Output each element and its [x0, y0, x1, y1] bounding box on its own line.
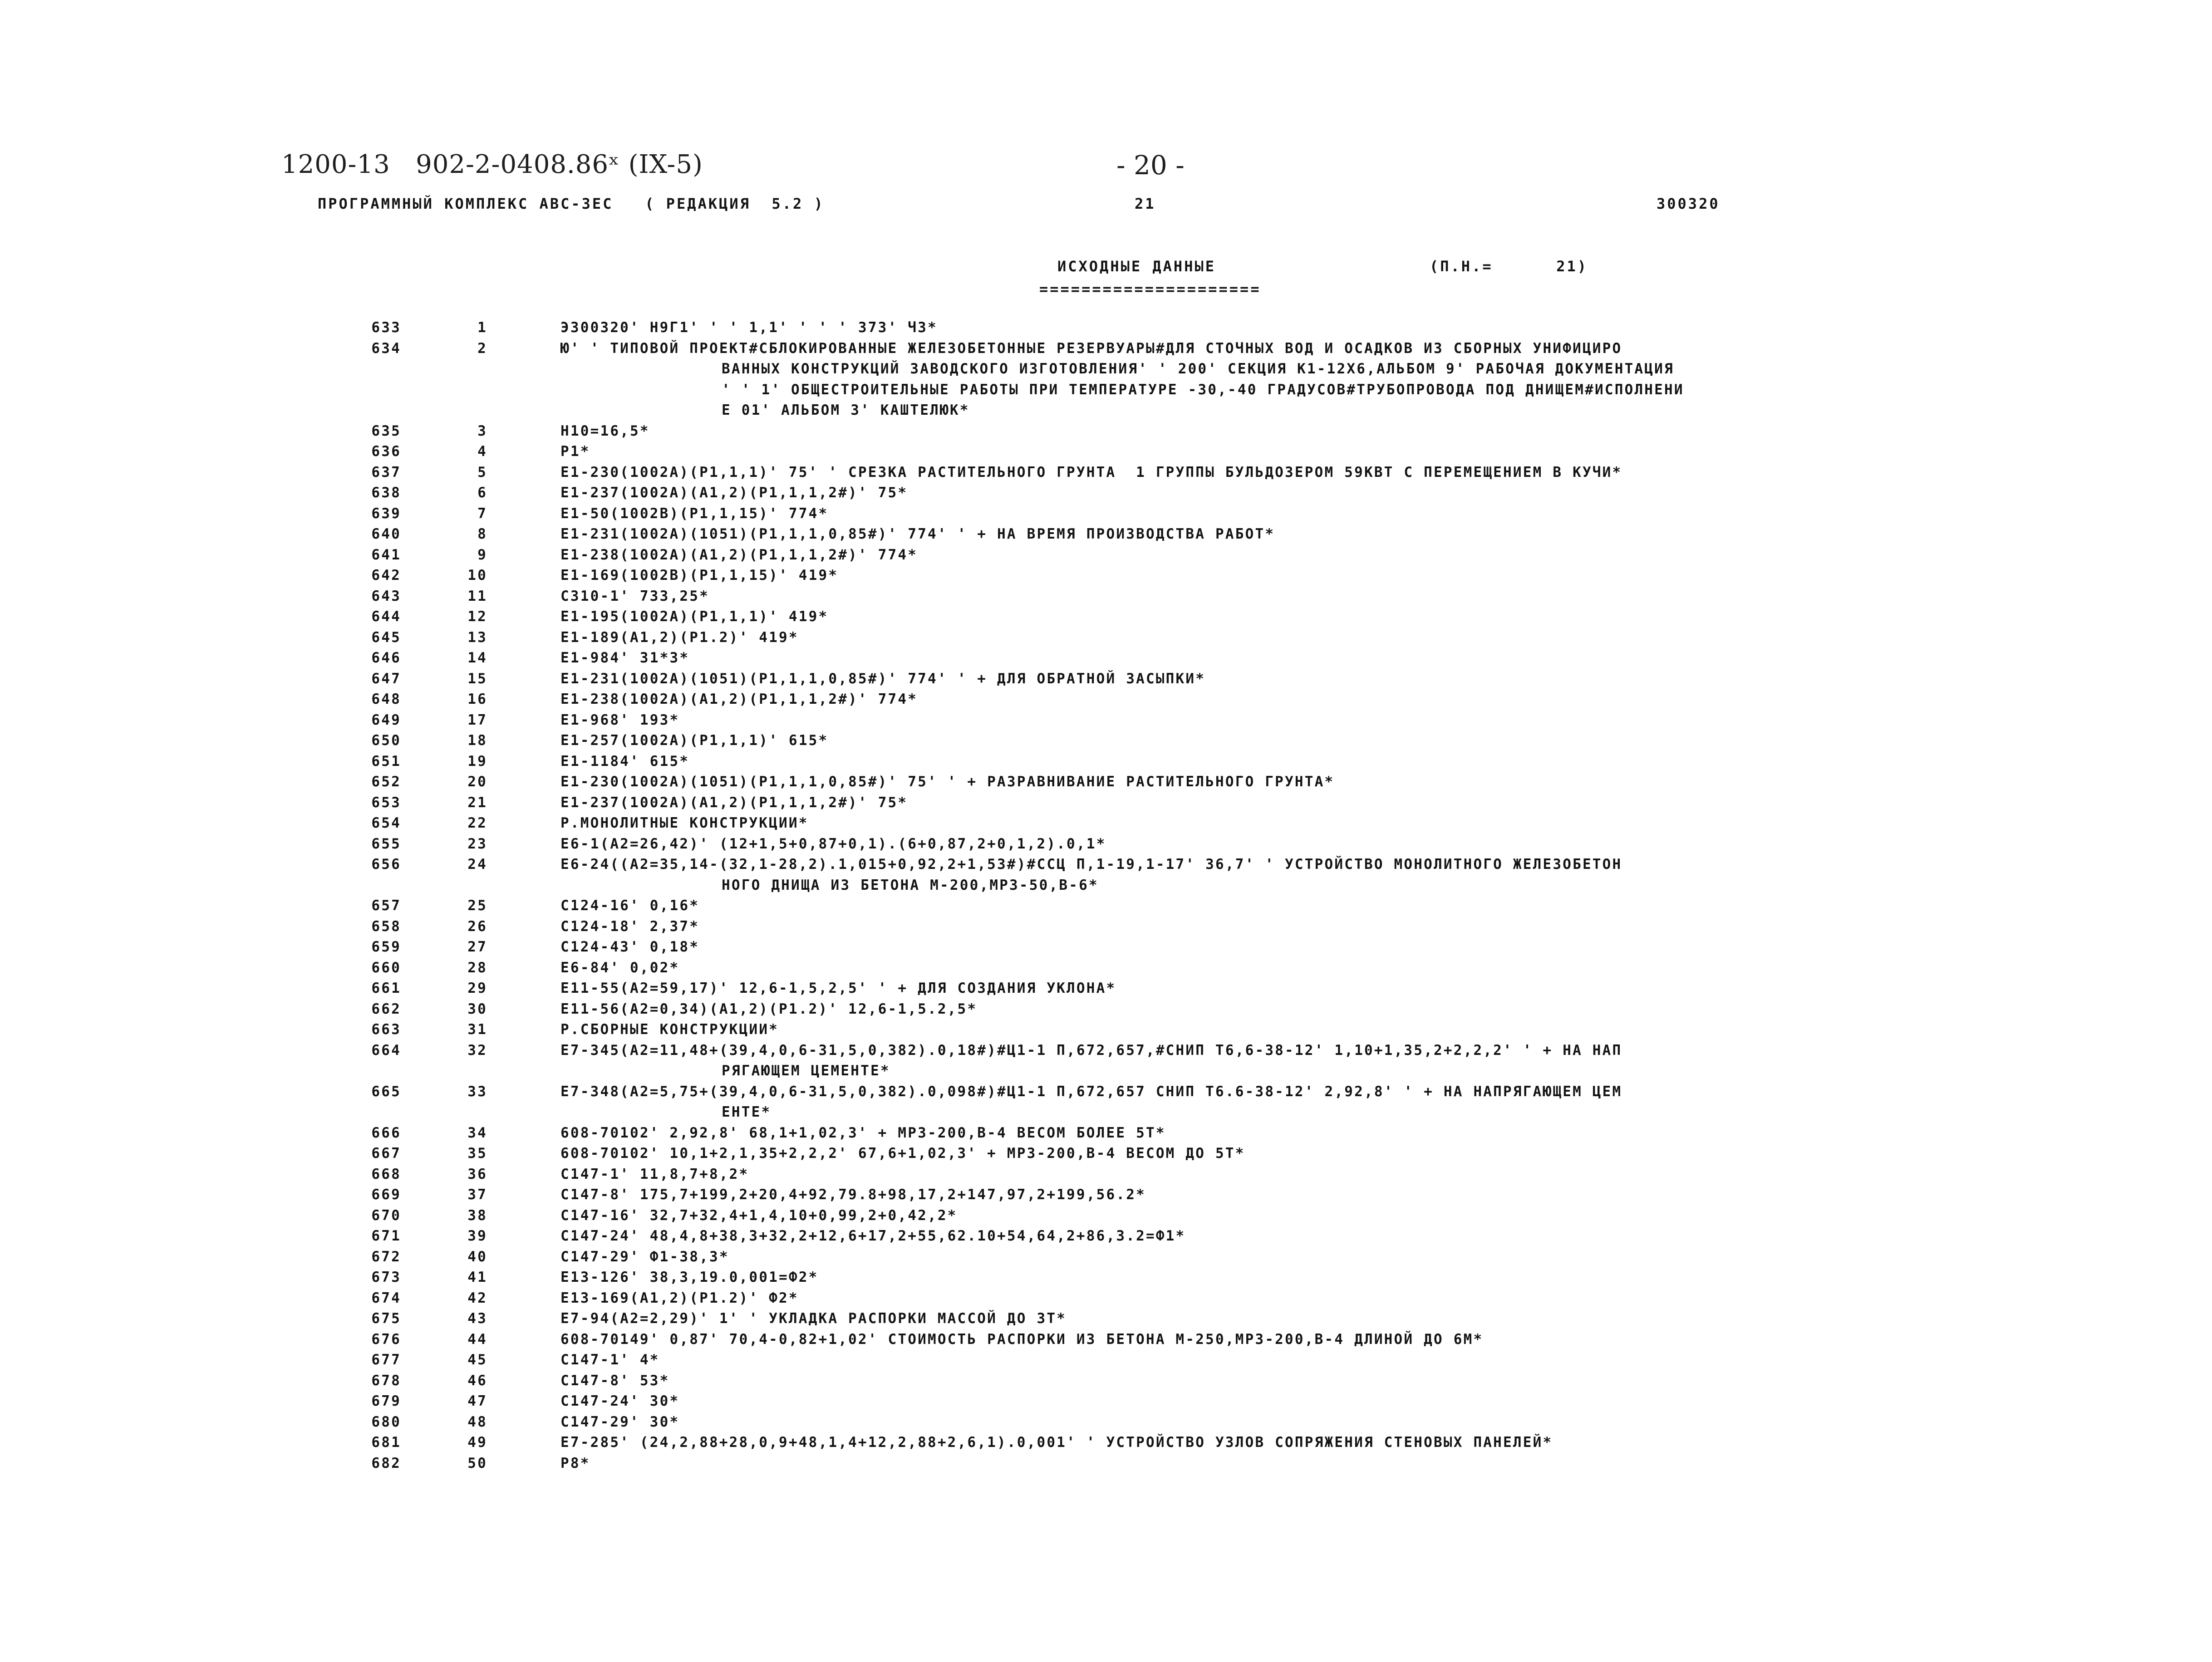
listing-line — [0, 380, 2212, 401]
listing-row — [0, 1412, 2212, 1433]
listing-line — [0, 359, 2212, 380]
line-number: 654 — [371, 815, 401, 831]
sequence-number: 29 — [467, 980, 487, 996]
sequence-number: 11 — [467, 588, 487, 604]
line-number: 653 — [371, 794, 401, 811]
section-title-underline: ===================== — [1039, 280, 1261, 298]
sequence-number: 26 — [467, 918, 487, 935]
listing-row — [0, 1164, 2212, 1185]
sequence-number: 38 — [467, 1207, 487, 1224]
record-text: Е1-230(1002А)(1051)(Р1,1,1,0,85#)' 75' ' + РАЗРАВНИВАНИЕ РАСТИТЕЛЬНОГО ГРУНТА* — [560, 774, 1335, 790]
listing-line — [0, 958, 2212, 979]
record-text: Е1-1184' 615* — [560, 753, 690, 770]
record-text: Е1-195(1002А)(Р1,1,1)' 419* — [560, 608, 829, 625]
record-text: Е11-56(А2=0,34)(А1,2)(Р1.2)' 12,6-1,5.2,5* — [560, 1000, 978, 1017]
listing-row — [0, 1267, 2212, 1288]
listing-row — [0, 1185, 2212, 1206]
record-continuation: ' ' 1' ОБЩЕСТРОИТЕЛЬНЫЕ РАБОТЫ ПРИ ТЕМПЕРАТУРЕ -30,-40 ГРАДУСОВ#ТРУБОПРОВОДА ПОД ДНИЩЕМ#ИСПОЛНЕНИ — [722, 381, 1684, 398]
data-listing — [0, 318, 2212, 1474]
line-number: 676 — [371, 1331, 401, 1348]
sequence-number: 28 — [467, 959, 487, 976]
listing-line — [0, 1267, 2212, 1288]
record-text: С147-1' 11,8,7+8,2* — [560, 1166, 749, 1182]
listing-line — [0, 1412, 2212, 1433]
record-text: 608-70102' 10,1+2,1,35+2,2,2' 67,6+1,02,3' + МРЗ-200,В-4 ВЕСОМ ДО 5Т* — [560, 1145, 1245, 1162]
listing-row — [0, 1206, 2212, 1226]
section-title-ref: (П.Н.= 21) — [1430, 258, 1588, 275]
listing-line — [0, 483, 2212, 504]
listing-line — [0, 1143, 2212, 1164]
listing-line — [0, 751, 2212, 772]
sequence-number: 14 — [467, 650, 487, 666]
sequence-number: 8 — [477, 526, 487, 542]
line-number: 666 — [371, 1124, 401, 1141]
listing-line — [0, 1020, 2212, 1040]
page-number: - 20 - — [1116, 150, 1185, 181]
line-number: 678 — [371, 1372, 401, 1389]
line-number: 634 — [371, 340, 401, 357]
listing-row — [0, 834, 2212, 855]
line-number: 638 — [371, 485, 401, 501]
listing-row — [0, 545, 2212, 566]
line-number: 645 — [371, 629, 401, 646]
sequence-number: 30 — [467, 1000, 487, 1017]
sequence-number: 21 — [467, 794, 487, 811]
listing-line — [0, 1102, 2212, 1123]
listing-line — [0, 1082, 2212, 1103]
listing-row — [0, 1453, 2212, 1474]
record-text: Е1-231(1002А)(1051)(Р1,1,1,0,85#)' 774' ' + НА ВРЕМЯ ПРОИЗВОДСТВА РАБОТ* — [560, 526, 1275, 542]
listing-row — [0, 793, 2212, 814]
listing-line — [0, 1226, 2212, 1247]
sequence-number: 44 — [467, 1331, 487, 1348]
line-number: 639 — [371, 505, 401, 522]
record-text: Е6-1(А2=26,42)' (12+1,5+0,87+0,1).(6+0,87,2+0,1,2).0,1* — [560, 835, 1106, 852]
listing-line — [0, 1061, 2212, 1082]
line-number: 636 — [371, 443, 401, 460]
record-text: Е1-238(1002А)(А1,2)(Р1,1,1,2#)' 774* — [560, 691, 918, 707]
listing-row — [0, 1082, 2212, 1123]
listing-row — [0, 462, 2212, 483]
listing-row — [0, 1309, 2212, 1329]
line-number: 682 — [371, 1455, 401, 1471]
line-number: 647 — [371, 670, 401, 687]
listing-line — [0, 1329, 2212, 1350]
listing-line — [0, 1350, 2212, 1371]
listing-line — [0, 1123, 2212, 1144]
listing-line — [0, 669, 2212, 690]
listing-line — [0, 834, 2212, 855]
sequence-number: 48 — [467, 1413, 487, 1430]
sequence-number: 24 — [467, 856, 487, 873]
sequence-number: 36 — [467, 1166, 487, 1182]
document-code: 1200-13 902-2-0408.86ˣ (IX-5) — [281, 150, 703, 179]
sequence-number: 25 — [467, 897, 487, 914]
sequence-number: 47 — [467, 1393, 487, 1409]
record-text: 608-70149' 0,87' 70,4-0,82+1,02' СТОИМОСТЬ РАСПОРКИ ИЗ БЕТОНА М-250,МРЗ-200,В-4 ДЛИНОЙ ДО 6М* — [560, 1331, 1484, 1348]
record-text: С147-29' Ф1-38,3* — [560, 1248, 729, 1265]
listing-row — [0, 978, 2212, 999]
record-text: С124-43' 0,18* — [560, 939, 700, 955]
record-text: Р1* — [560, 443, 590, 460]
record-text: 608-70102' 2,92,8' 68,1+1,02,3' + МРЗ-200,В-4 ВЕСОМ БОЛЕЕ 5Т* — [560, 1124, 1166, 1141]
line-number: 657 — [371, 897, 401, 914]
listing-row — [0, 607, 2212, 628]
listing-line — [0, 1288, 2212, 1309]
line-number: 671 — [371, 1228, 401, 1244]
sequence-number: 15 — [467, 670, 487, 687]
listing-line — [0, 1309, 2212, 1329]
listing-row — [0, 1288, 2212, 1309]
listing-line — [0, 318, 2212, 338]
listing-line — [0, 545, 2212, 566]
line-number: 680 — [371, 1413, 401, 1430]
sequence-number: 37 — [467, 1186, 487, 1203]
listing-row — [0, 648, 2212, 669]
listing-row — [0, 813, 2212, 834]
record-text: С147-1' 4* — [560, 1352, 660, 1368]
record-text: Е1-50(1002В)(Р1,1,15)' 774* — [560, 505, 829, 522]
record-text: Е1-984' 31*3* — [560, 650, 690, 666]
sequence-number: 46 — [467, 1372, 487, 1389]
line-number: 640 — [371, 526, 401, 542]
record-text: С310-1' 733,25* — [560, 588, 709, 604]
listing-line — [0, 875, 2212, 896]
line-number: 652 — [371, 774, 401, 790]
record-text: С147-8' 175,7+199,2+20,4+92,79.8+98,17,2+147,97,2+199,56.2* — [560, 1186, 1146, 1203]
listing-line — [0, 978, 2212, 999]
line-number: 664 — [371, 1042, 401, 1059]
line-number: 673 — [371, 1269, 401, 1285]
listing-row — [0, 669, 2212, 690]
listing-row — [0, 1123, 2212, 1144]
listing-line — [0, 793, 2212, 814]
record-text: Е13-169(А1,2)(Р1.2)' Ф2* — [560, 1289, 799, 1306]
listing-line — [0, 607, 2212, 628]
sequence-number: 9 — [477, 546, 487, 563]
line-number: 665 — [371, 1083, 401, 1100]
sequence-number: 42 — [467, 1289, 487, 1306]
listing-line — [0, 937, 2212, 958]
line-number: 677 — [371, 1352, 401, 1368]
line-number: 655 — [371, 835, 401, 852]
listing-row — [0, 565, 2212, 586]
listing-line — [0, 441, 2212, 462]
sequence-number: 40 — [467, 1248, 487, 1265]
record-text: Э300320' Н9Г1' ' ' 1,1' ' ' ' 373' Ч3* — [560, 319, 938, 336]
listing-row — [0, 689, 2212, 710]
line-number: 669 — [371, 1186, 401, 1203]
listing-row — [0, 1371, 2212, 1392]
sequence-number: 45 — [467, 1352, 487, 1368]
record-text: Е7-348(А2=5,75+(39,4,0,6-31,5,0,382).0,098#)#Ц1-1 П,672,657 СНИП Т6.6-38-12' 2,92,8' ' + НА НАПРЯГАЮЩЕМ ЦЕМ — [560, 1083, 1622, 1100]
listing-row — [0, 1143, 2212, 1164]
line-number: 650 — [371, 732, 401, 749]
listing-line — [0, 1247, 2212, 1268]
record-text: Е6-24((А2=35,14-(32,1-28,2).1,015+0,92,2+1,53#)#ССЦ П,1-19,1-17' 36,7' ' УСТРОЙСТВО МОНОЛИТНОГО ЖЕЛЕЗОБЕТОН — [560, 856, 1622, 873]
line-number: 659 — [371, 939, 401, 955]
record-continuation: РЯГАЮЩЕМ ЦЕМЕНТЕ* — [722, 1063, 890, 1079]
line-number: 643 — [371, 588, 401, 604]
listing-line — [0, 1371, 2212, 1392]
line-number: 641 — [371, 546, 401, 563]
sequence-number: 20 — [467, 774, 487, 790]
listing-line — [0, 1164, 2212, 1185]
sequence-number: 33 — [467, 1083, 487, 1100]
printout-page-number: 21 — [1135, 195, 1156, 212]
listing-row — [0, 504, 2212, 525]
listing-line — [0, 1432, 2212, 1453]
listing-line — [0, 772, 2212, 793]
listing-line — [0, 504, 2212, 525]
record-text: Е1-189(А1,2)(Р1.2)' 419* — [560, 629, 799, 646]
listing-row — [0, 999, 2212, 1020]
listing-line — [0, 896, 2212, 917]
listing-row — [0, 751, 2212, 772]
line-number: 644 — [371, 608, 401, 625]
line-number: 675 — [371, 1310, 401, 1327]
line-number: 681 — [371, 1434, 401, 1451]
record-text: Е6-84' 0,02* — [560, 959, 680, 976]
listing-row — [0, 896, 2212, 917]
listing-row — [0, 421, 2212, 442]
listing-line — [0, 1206, 2212, 1226]
record-continuation: ЕНТЕ* — [722, 1104, 772, 1120]
record-text: Е1-968' 193* — [560, 711, 680, 728]
record-text: Е1-230(1002А)(Р1,1,1)' 75' ' СРЕЗКА РАСТИТЕЛЬНОГО ГРУНТА 1 ГРУППЫ БУЛЬДОЗЕРОМ 59КВТ С ПЕРЕМЕЩЕНИЕМ В КУЧИ* — [560, 464, 1622, 480]
sequence-number: 27 — [467, 939, 487, 955]
record-text: Е13-126' 38,3,19.0,001=Ф2* — [560, 1269, 819, 1285]
sequence-number: 39 — [467, 1228, 487, 1244]
listing-row — [0, 441, 2212, 462]
sequence-number: 4 — [477, 443, 487, 460]
listing-row — [0, 730, 2212, 751]
sequence-number: 50 — [467, 1455, 487, 1471]
listing-row — [0, 628, 2212, 648]
sequence-number: 5 — [477, 464, 487, 480]
line-number: 668 — [371, 1166, 401, 1182]
record-text: Е1-237(1002А)(А1,2)(Р1,1,1,2#)' 75* — [560, 485, 908, 501]
listing-line — [0, 999, 2212, 1020]
listing-line — [0, 1453, 2212, 1474]
listing-row — [0, 338, 2212, 421]
sequence-number: 18 — [467, 732, 487, 749]
listing-line — [0, 1391, 2212, 1412]
line-number: 662 — [371, 1000, 401, 1017]
listing-row — [0, 710, 2212, 731]
line-number: 649 — [371, 711, 401, 728]
listing-row — [0, 1226, 2212, 1247]
sequence-number: 22 — [467, 815, 487, 831]
listing-line — [0, 524, 2212, 545]
line-number: 646 — [371, 650, 401, 666]
record-text: Ю' ' ТИПОВОЙ ПРОЕКТ#СБЛОКИРОВАННЫЕ ЖЕЛЕЗОБЕТОННЫЕ РЕЗЕРВУАРЫ#ДЛЯ СТОЧНЫХ ВОД И ОСАДКОВ ИЗ СБОРНЫХ УНИФИЦИРО — [560, 340, 1622, 357]
line-number: 656 — [371, 856, 401, 873]
line-number: 633 — [371, 319, 401, 336]
listing-row — [0, 586, 2212, 607]
sequence-number: 1 — [477, 319, 487, 336]
record-text: Р.МОНОЛИТНЫЕ КОНСТРУКЦИИ* — [560, 815, 809, 831]
program-header: ПРОГРАММНЫЙ КОМПЛЕКС АВС-3ЕС ( РЕДАКЦИЯ 5.2 ) — [318, 195, 825, 212]
record-text: Е1-238(1002А)(А1,2)(Р1,1,1,2#)' 774* — [560, 546, 918, 563]
section-title: ИСХОДНЫЕ ДАННЫЕ — [1057, 258, 1216, 275]
record-text: С124-18' 2,37* — [560, 918, 700, 935]
record-text: С147-8' 53* — [560, 1372, 670, 1389]
record-text: Е7-94(А2=2,29)' 1' ' УКЛАДКА РАСПОРКИ МАССОЙ ДО 3Т* — [560, 1310, 1067, 1327]
listing-line — [0, 400, 2212, 421]
listing-row — [0, 1391, 2212, 1412]
line-number: 679 — [371, 1393, 401, 1409]
listing-row — [0, 1432, 2212, 1453]
sequence-number: 23 — [467, 835, 487, 852]
listing-line — [0, 1040, 2212, 1061]
listing-row — [0, 1247, 2212, 1268]
record-text: Е11-55(А2=59,17)' 12,6-1,5,2,5' ' + ДЛЯ СОЗДАНИЯ УКЛОНА* — [560, 980, 1116, 996]
sequence-number: 6 — [477, 485, 487, 501]
listing-line — [0, 1185, 2212, 1206]
record-continuation: Е 01' АЛЬБОМ 3' КАШТЕЛЮК* — [722, 402, 970, 418]
sequence-number: 19 — [467, 753, 487, 770]
listing-row — [0, 1350, 2212, 1371]
line-number: 658 — [371, 918, 401, 935]
record-text: Е1-231(1002А)(1051)(Р1,1,1,0,85#)' 774' ' + ДЛЯ ОБРАТНОЙ ЗАСЫПКИ* — [560, 670, 1206, 687]
record-text: Е7-285' (24,2,88+28,0,9+48,1,4+12,2,88+2,6,1).0,001' ' УСТРОЙСТВО УЗЛОВ СОПРЯЖЕНИЯ СТЕНОВЫХ ПАНЕЛЕЙ* — [560, 1434, 1553, 1451]
sequence-number: 43 — [467, 1310, 487, 1327]
listing-row — [0, 958, 2212, 979]
record-continuation: НОГО ДНИЩА ИЗ БЕТОНА М-200,МРЗ-50,В-6* — [722, 877, 1099, 893]
listing-line — [0, 421, 2212, 442]
listing-row — [0, 937, 2212, 958]
listing-line — [0, 648, 2212, 669]
sequence-number: 41 — [467, 1269, 487, 1285]
sequence-number: 10 — [467, 567, 487, 583]
listing-line — [0, 854, 2212, 875]
record-text: С124-16' 0,16* — [560, 897, 700, 914]
record-text: Е1-169(1002В)(Р1,1,15)' 419* — [560, 567, 839, 583]
record-text: С147-16' 32,7+32,4+1,4,10+0,99,2+0,42,2* — [560, 1207, 958, 1224]
listing-line — [0, 689, 2212, 710]
sequence-number: 16 — [467, 691, 487, 707]
record-continuation: ВАННЫХ КОНСТРУКЦИЙ ЗАВОДСКОГО ИЗГОТОВЛЕНИЯ' ' 200' СЕКЦИЯ К1-12Х6,АЛЬБОМ 9' РАБОЧАЯ ДОКУМЕНТАЦИЯ — [722, 361, 1674, 377]
listing-row — [0, 1020, 2212, 1040]
line-number: 667 — [371, 1145, 401, 1162]
record-text: Е1-237(1002А)(А1,2)(Р1,1,1,2#)' 75* — [560, 794, 908, 811]
line-number: 651 — [371, 753, 401, 770]
line-number: 672 — [371, 1248, 401, 1265]
line-number: 635 — [371, 422, 401, 439]
listing-line — [0, 338, 2212, 359]
listing-row — [0, 524, 2212, 545]
listing-line — [0, 813, 2212, 834]
sequence-number: 35 — [467, 1145, 487, 1162]
line-number: 661 — [371, 980, 401, 996]
line-number: 642 — [371, 567, 401, 583]
sequence-number: 7 — [477, 505, 487, 522]
line-number: 674 — [371, 1289, 401, 1306]
listing-line — [0, 628, 2212, 648]
record-text: С147-29' 30* — [560, 1413, 680, 1430]
line-number: 663 — [371, 1021, 401, 1038]
sequence-number: 2 — [477, 340, 487, 357]
sequence-number: 17 — [467, 711, 487, 728]
record-text: С147-24' 30* — [560, 1393, 680, 1409]
listing-row — [0, 483, 2212, 504]
sequence-number: 34 — [467, 1124, 487, 1141]
listing-row — [0, 917, 2212, 937]
listing-row — [0, 318, 2212, 338]
record-text: Р8* — [560, 1455, 590, 1471]
line-number: 648 — [371, 691, 401, 707]
listing-row — [0, 1040, 2212, 1082]
listing-line — [0, 462, 2212, 483]
record-text: Р.СБОРНЫЕ КОНСТРУКЦИИ* — [560, 1021, 779, 1038]
sequence-number: 13 — [467, 629, 487, 646]
record-text: С147-24' 48,4,8+38,3+32,2+12,6+17,2+55,62.10+54,64,2+86,3.2=Ф1* — [560, 1228, 1186, 1244]
listing-line — [0, 710, 2212, 731]
record-text: Е7-345(А2=11,48+(39,4,0,6-31,5,0,382).0,18#)#Ц1-1 П,672,657,#СНИП Т6,6-38-12' 1,10+1,35,2+2,2,2' ' + НА НАП — [560, 1042, 1622, 1059]
sequence-number: 49 — [467, 1434, 487, 1451]
line-number: 660 — [371, 959, 401, 976]
object-code: 300320 — [1657, 195, 1720, 212]
line-number: 670 — [371, 1207, 401, 1224]
sequence-number: 32 — [467, 1042, 487, 1059]
line-number: 637 — [371, 464, 401, 480]
sequence-number: 31 — [467, 1021, 487, 1038]
listing-line — [0, 917, 2212, 937]
listing-line — [0, 565, 2212, 586]
listing-row — [0, 772, 2212, 793]
listing-row — [0, 854, 2212, 896]
record-text: Е1-257(1002А)(Р1,1,1)' 615* — [560, 732, 829, 749]
listing-row — [0, 1329, 2212, 1350]
sequence-number: 3 — [477, 422, 487, 439]
listing-line — [0, 586, 2212, 607]
sequence-number: 12 — [467, 608, 487, 625]
record-text: Н10=16,5* — [560, 422, 650, 439]
listing-line — [0, 730, 2212, 751]
